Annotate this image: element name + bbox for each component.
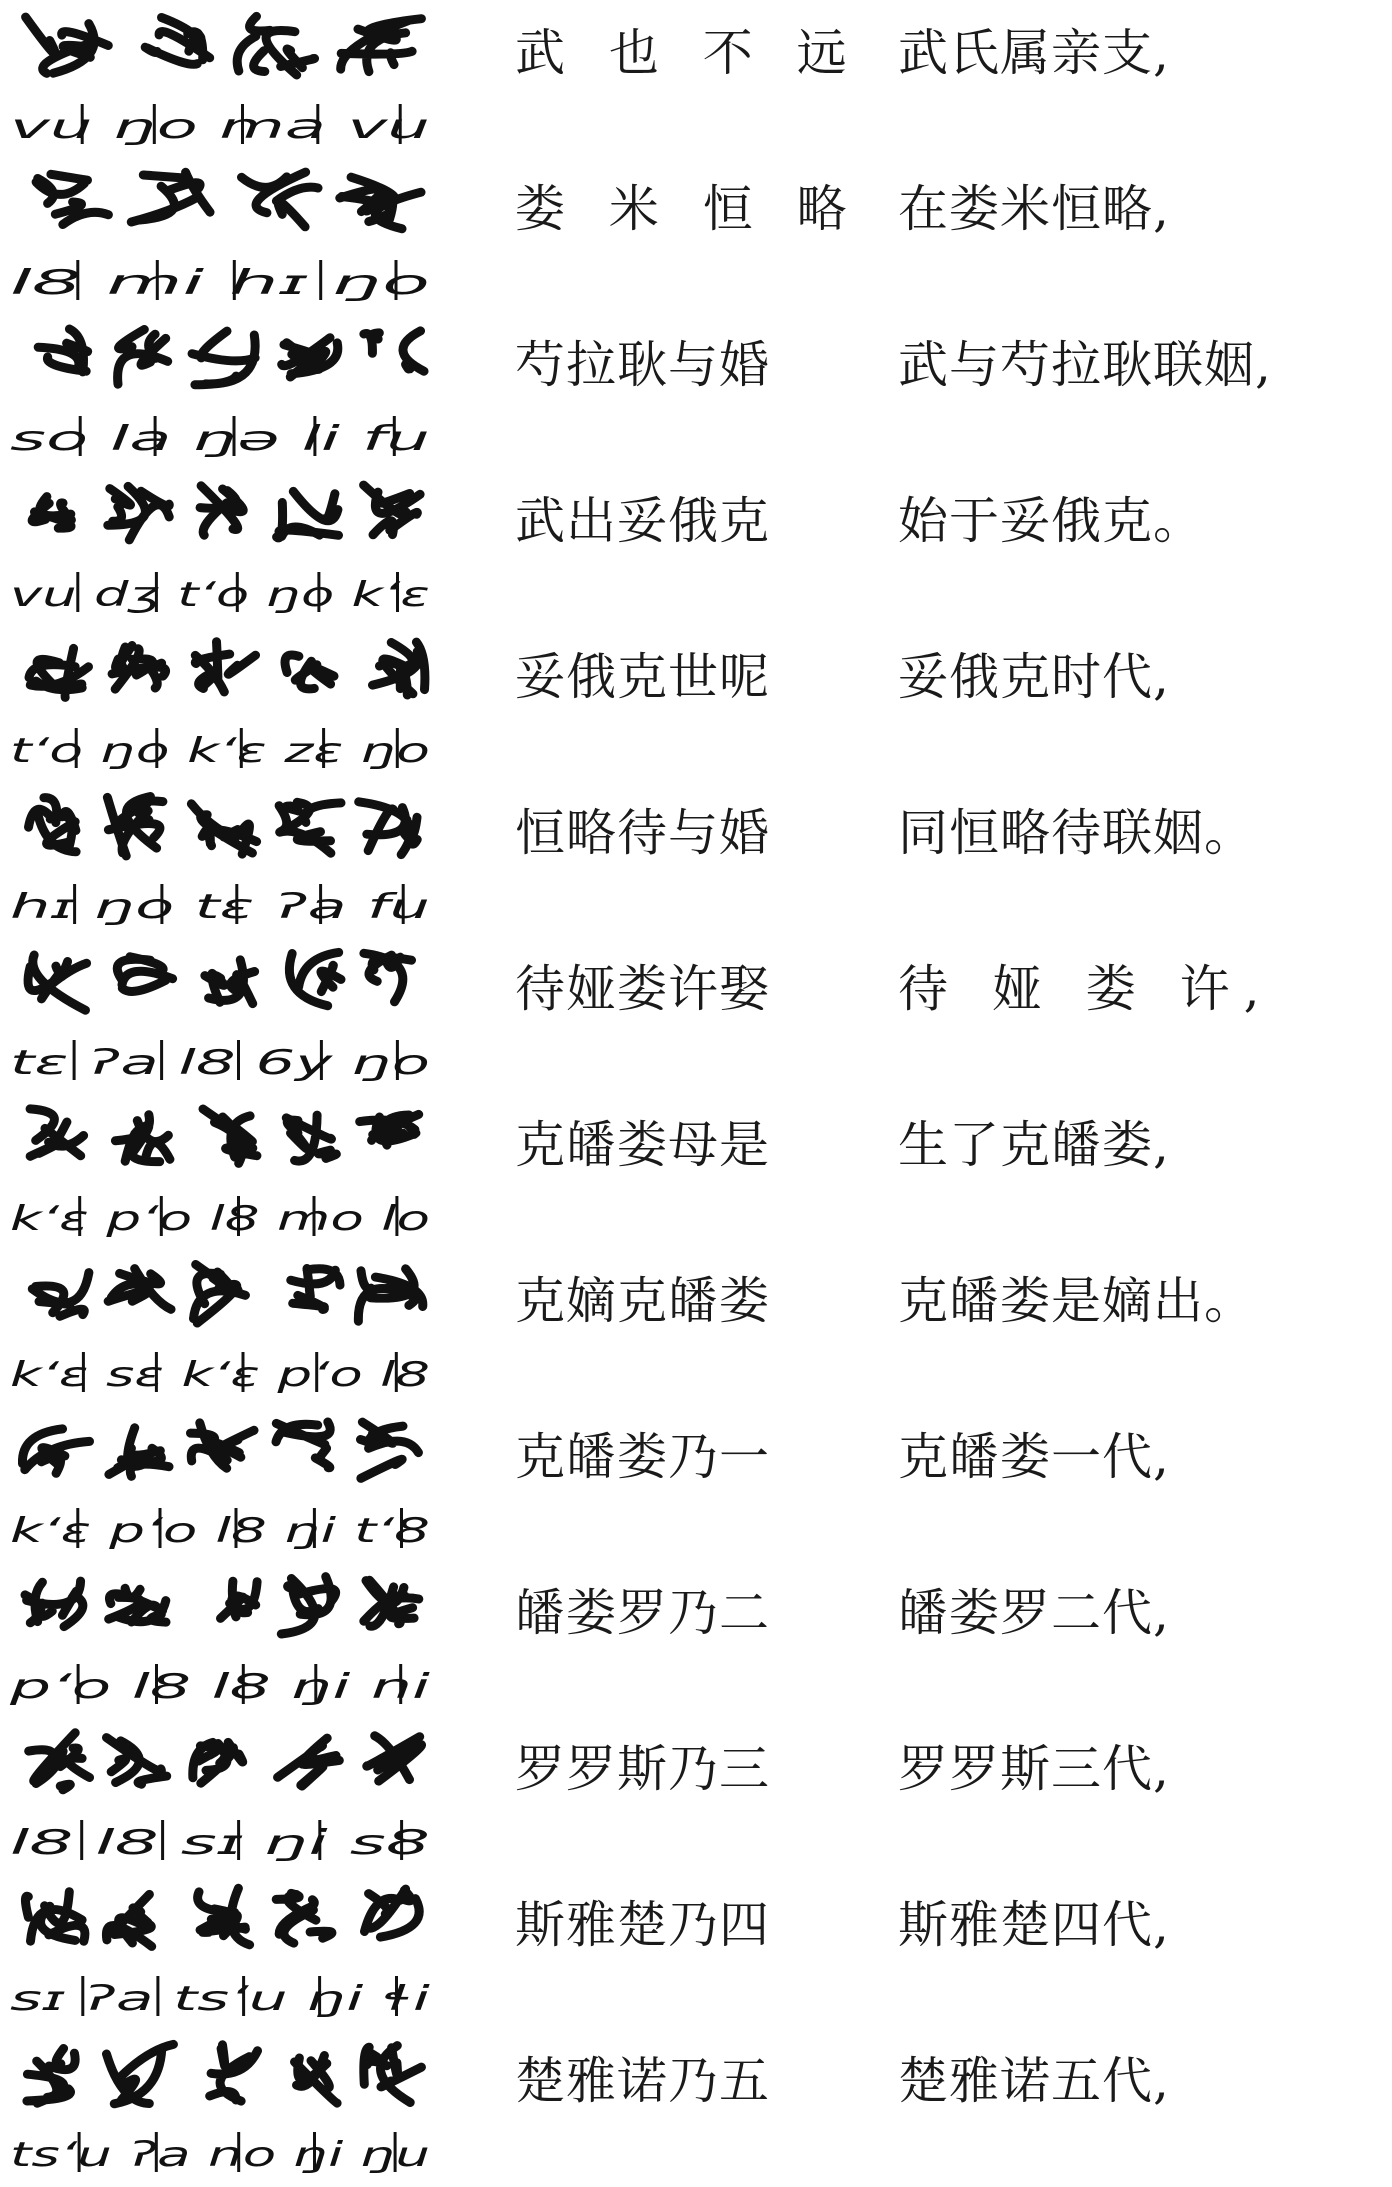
svg-text:l8 mi hɪ ŋo: l8 mi hɪ ŋo — [10, 263, 430, 303]
verse-transliteration: 楚雅诺乃五 — [515, 2052, 770, 2110]
verse-translation: 妥俄克时代, — [898, 648, 1170, 706]
handwritten-script-line — [4, 1876, 444, 2024]
handwritten-script-line — [4, 1408, 444, 1556]
verse-translation: 楚雅诺五代, — [898, 2052, 1170, 2110]
handwritten-script-line — [4, 160, 444, 308]
verse-row — [0, 1404, 1392, 1560]
verse-translation: 克皤娄一代, — [898, 1428, 1170, 1486]
verse-transliteration: 克皤娄母是 — [515, 1116, 770, 1174]
verse-translation: 始于妥俄克。 — [898, 492, 1204, 550]
svg-text:hɪ ŋo tɛ ʔa fu: hɪ ŋo tɛ ʔa fu — [10, 887, 430, 927]
verse-transliteration: 斯雅楚乃四 — [515, 1896, 770, 1954]
verse-translation: 武氏属亲支, — [898, 24, 1170, 82]
verse-translation: 斯雅楚四代, — [898, 1896, 1170, 1954]
svg-text:tsʻu ʔa no ŋi ŋu: tsʻu ʔa no ŋi ŋu — [10, 2135, 430, 2175]
handwritten-script-line — [4, 316, 444, 464]
verse-row — [0, 780, 1392, 936]
verse-translation: 武与芍拉耿联姻, — [898, 336, 1272, 394]
verse-translation: 在娄米恒略, — [898, 180, 1170, 238]
verse-translation: 皤娄罗二代, — [898, 1584, 1170, 1642]
verse-transliteration: 克皤娄乃一 — [515, 1428, 770, 1486]
verse-translation: 待 娅 娄 许, — [898, 960, 1274, 1018]
verse-transliteration: 克嫡克皤娄 — [515, 1272, 770, 1330]
verse-transliteration: 芍拉耿与婚 — [515, 336, 770, 394]
verse-transliteration: 待娅娄许娶 — [515, 960, 770, 1018]
verse-transliteration: 皤娄罗乃二 — [515, 1584, 770, 1642]
svg-text:so la ŋə li fu: so la ŋə li fu — [10, 419, 430, 459]
svg-text:pʻo l8 l8 ŋi ni: pʻo l8 l8 ŋi ni — [8, 1667, 432, 1707]
handwritten-script-line — [4, 1564, 444, 1712]
svg-text:tɛ ʔa l8 6y ŋo: tɛ ʔa l8 6y ŋo — [10, 1043, 430, 1083]
handwritten-script-line — [4, 1720, 444, 1868]
svg-text:kʻɛ pʻo l8 mo lo: kʻɛ pʻo l8 mo lo — [10, 1199, 430, 1239]
verse-row — [0, 312, 1392, 468]
verse-transliteration: 武出妥俄克 — [515, 492, 770, 550]
svg-text:sɪ ʔa tsʻu ŋi ɬi: sɪ ʔa tsʻu ŋi ɬi — [10, 1979, 431, 2019]
handwritten-script-line — [4, 1096, 444, 1244]
verse-row — [0, 156, 1392, 312]
svg-text:vu ŋo ma vu: vu ŋo ma vu — [10, 107, 430, 147]
handwritten-script-line — [4, 1252, 444, 1400]
verse-row — [0, 1872, 1392, 2028]
verse-translation: 罗罗斯三代, — [898, 1740, 1170, 1798]
handwritten-script-line — [4, 940, 444, 1088]
handwritten-script-line — [4, 472, 444, 620]
handwritten-script-line — [4, 4, 444, 152]
verse-row — [0, 2028, 1392, 2184]
handwritten-script-line — [4, 784, 444, 932]
svg-text:kʻɛ pʻo l8 ŋi tʻ8: kʻɛ pʻo l8 ŋi tʻ8 — [10, 1511, 430, 1551]
verse-row — [0, 468, 1392, 624]
verse-row — [0, 1716, 1392, 1872]
verse-transliteration: 武 也 不 远 — [515, 24, 861, 82]
svg-text:vu dʒ tʻo ŋo kʻɛ: vu dʒ tʻo ŋo kʻɛ — [10, 575, 430, 615]
verse-row — [0, 1092, 1392, 1248]
svg-text:kʻɛ sɛ kʻɛ pʻo l8: kʻɛ sɛ kʻɛ pʻo l8 — [10, 1355, 430, 1395]
verse-row — [0, 624, 1392, 780]
svg-text:l8 l8 sɪ ŋi s8: l8 l8 sɪ ŋi s8 — [10, 1823, 431, 1863]
verse-translation: 克皤娄是嫡出。 — [898, 1272, 1255, 1330]
verse-transliteration: 娄 米 恒 略 — [515, 180, 861, 238]
handwritten-script-line — [4, 2032, 444, 2180]
handwritten-script-line — [4, 628, 444, 776]
verse-translation: 生了克皤娄, — [898, 1116, 1170, 1174]
verse-transliteration: 恒略待与婚 — [515, 804, 770, 862]
verse-row — [0, 0, 1392, 156]
verse-translation: 同恒略待联姻。 — [898, 804, 1255, 862]
verse-transliteration: 妥俄克世呢 — [515, 648, 770, 706]
svg-text:tʻo ŋo kʻɛ zɛ ŋo: tʻo ŋo kʻɛ zɛ ŋo — [10, 731, 430, 771]
verse-row — [0, 1560, 1392, 1716]
verse-transliteration: 罗罗斯乃三 — [515, 1740, 770, 1798]
verse-row — [0, 1248, 1392, 1404]
verse-row — [0, 936, 1392, 1092]
